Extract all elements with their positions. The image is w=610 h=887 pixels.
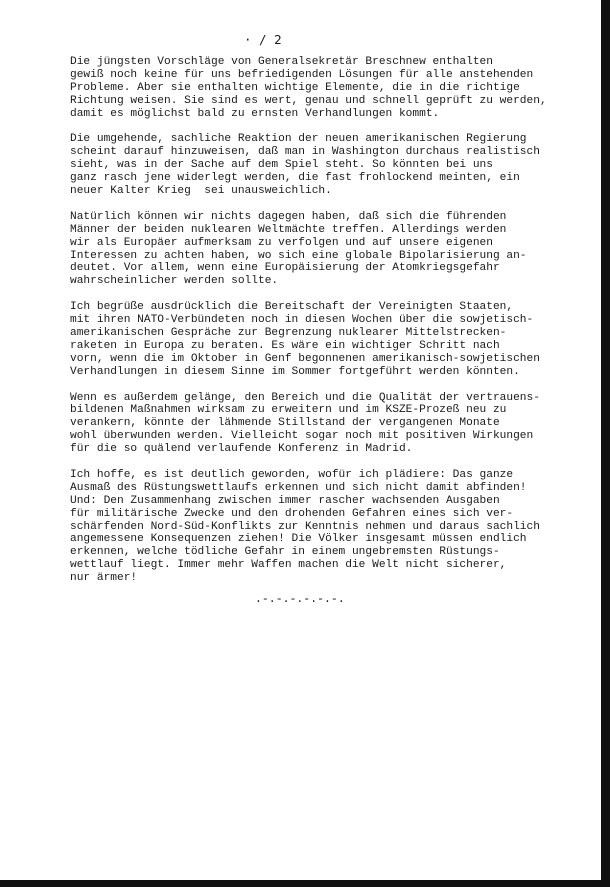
text-line: deutet. Vor allem, wenn eine Europäisierung der Atomkriegsgefahr — [70, 262, 500, 275]
text-line: Probleme. Aber sie enthalten wichtige Elemente, die in die richtige — [70, 81, 520, 94]
text-line: bildenen Maßnahmen wirksam zu erweitern und im KSZE-Prozeß neu zu — [70, 404, 507, 417]
paragraph-ksze-process — [70, 392, 595, 457]
scan-border-bottom — [0, 880, 610, 887]
text-line: mit ihren NATO-Verbündeten noch in diesen Wochen über die sowjetisch- — [70, 314, 534, 327]
text-line: neuer Kalter Krieg sei unausweichlich. — [70, 185, 332, 198]
text-line: Interessen zu achten haben, wo sich eine globale Bipolarisierung an- — [70, 249, 527, 262]
text-line: Natürlich können wir nichts dagegen haben, daß sich die führenden — [70, 210, 507, 223]
text-line: verankern, könnte der lähmende Stillstand der vergangenen Monate — [70, 417, 500, 430]
text-line: gewiß noch keine für uns befriedigenden Lösungen für alle anstehenden — [70, 68, 534, 81]
text-line: damit es möglichst bald zu ernsten Verhandlungen kommt. — [70, 107, 440, 120]
text-line: scheint darauf hinzuweisen, daß man in Washington durchaus realistisch — [70, 146, 540, 159]
paragraph-breschnew-proposals — [70, 56, 595, 121]
text-line: amerikanischen Gespräche zur Begrenzung nuklearer Mittelstrecken- — [70, 326, 507, 339]
text-line: Und: Den Zusammenhang zwischen immer rascher wachsenden Ausgaben — [70, 494, 500, 507]
text-line: Ausmaß des Rüstungswettlaufs erkennen und sich nicht damit abfinden! — [70, 481, 527, 494]
text-line: Wenn es außerdem gelänge, den Bereich und die Qualität der vertrauens- — [70, 391, 540, 404]
text-line: wohl überwunden werden. Vielleicht sogar noch mit positiven Wirkungen — [70, 430, 534, 443]
text-line: erkennen, welche tödliche Gefahr in einem ungebremsten Rüstungs- — [70, 546, 500, 559]
text-line: Ich hoffe, es ist deutlich geworden, wofür ich plädiere: Das ganze — [70, 468, 514, 481]
document-body — [70, 56, 595, 598]
text-line: Verhandlungen in diesem Sinne im Sommer fortgeführt werden könnten. — [70, 365, 520, 378]
text-line: nur ärmer! — [70, 572, 138, 585]
scan-border-right — [601, 0, 610, 887]
text-line: wahrscheinlicher werden sollte. — [70, 275, 279, 288]
text-line: vorn, wenn die im Oktober in Genf begonnenen amerikanisch-sowjetischen — [70, 352, 540, 365]
text-line: Die jüngsten Vorschläge von Generalsekretär Breschnew enthalten — [70, 56, 493, 68]
text-line: für die so quälend verlaufende Konferenz in Madrid. — [70, 443, 413, 456]
text-line: Die umgehende, sachliche Reaktion der neuen amerikanischen Regierung — [70, 133, 527, 146]
paragraph-nuclear-powers-meeting — [70, 211, 595, 288]
text-line: Richtung weisen. Sie sind es wert, genau und schnell geprüft zu werden, — [70, 94, 547, 107]
text-line: für militärische Zwecke und den drohenden Gefahren eines sich ver- — [70, 507, 514, 520]
paragraph-american-reaction — [70, 133, 595, 198]
page-number: · / 2 — [244, 32, 282, 47]
text-line: ganz rasch jene widerlegt werden, die fast frohlockend meinten, ein — [70, 172, 520, 185]
text-line: wettlauf liegt. Immer mehr Waffen machen die Welt nicht sicherer, — [70, 559, 507, 572]
text-line: raketen in Europa zu beraten. Es wäre ein wichtiger Schritt nach — [70, 339, 500, 352]
text-line: wir als Europäer aufmerksam zu verfolgen und auf unsere eigenen — [70, 236, 493, 249]
text-line: angemessene Konsequenzen ziehen! Die Völker insgesamt müssen endlich — [70, 533, 527, 546]
end-mark: .-.-.-.-.-.-. — [255, 593, 345, 606]
text-line: sieht, was in der Sache auf dem Spiel steht. So könnten bei uns — [70, 159, 493, 172]
text-line: Männer der beiden nuklearen Weltmächte treffen. Allerdings werden — [70, 223, 507, 236]
text-line: schärfenden Nord-Süd-Konflikts zur Kenntnis nehmen und daraus sachlich — [70, 520, 540, 533]
text-line: Ich begrüße ausdrücklich die Bereitschaft der Vereinigten Staaten, — [70, 301, 514, 314]
paragraph-arms-race-appeal — [70, 469, 595, 585]
paragraph-nato-consultation — [70, 301, 595, 378]
